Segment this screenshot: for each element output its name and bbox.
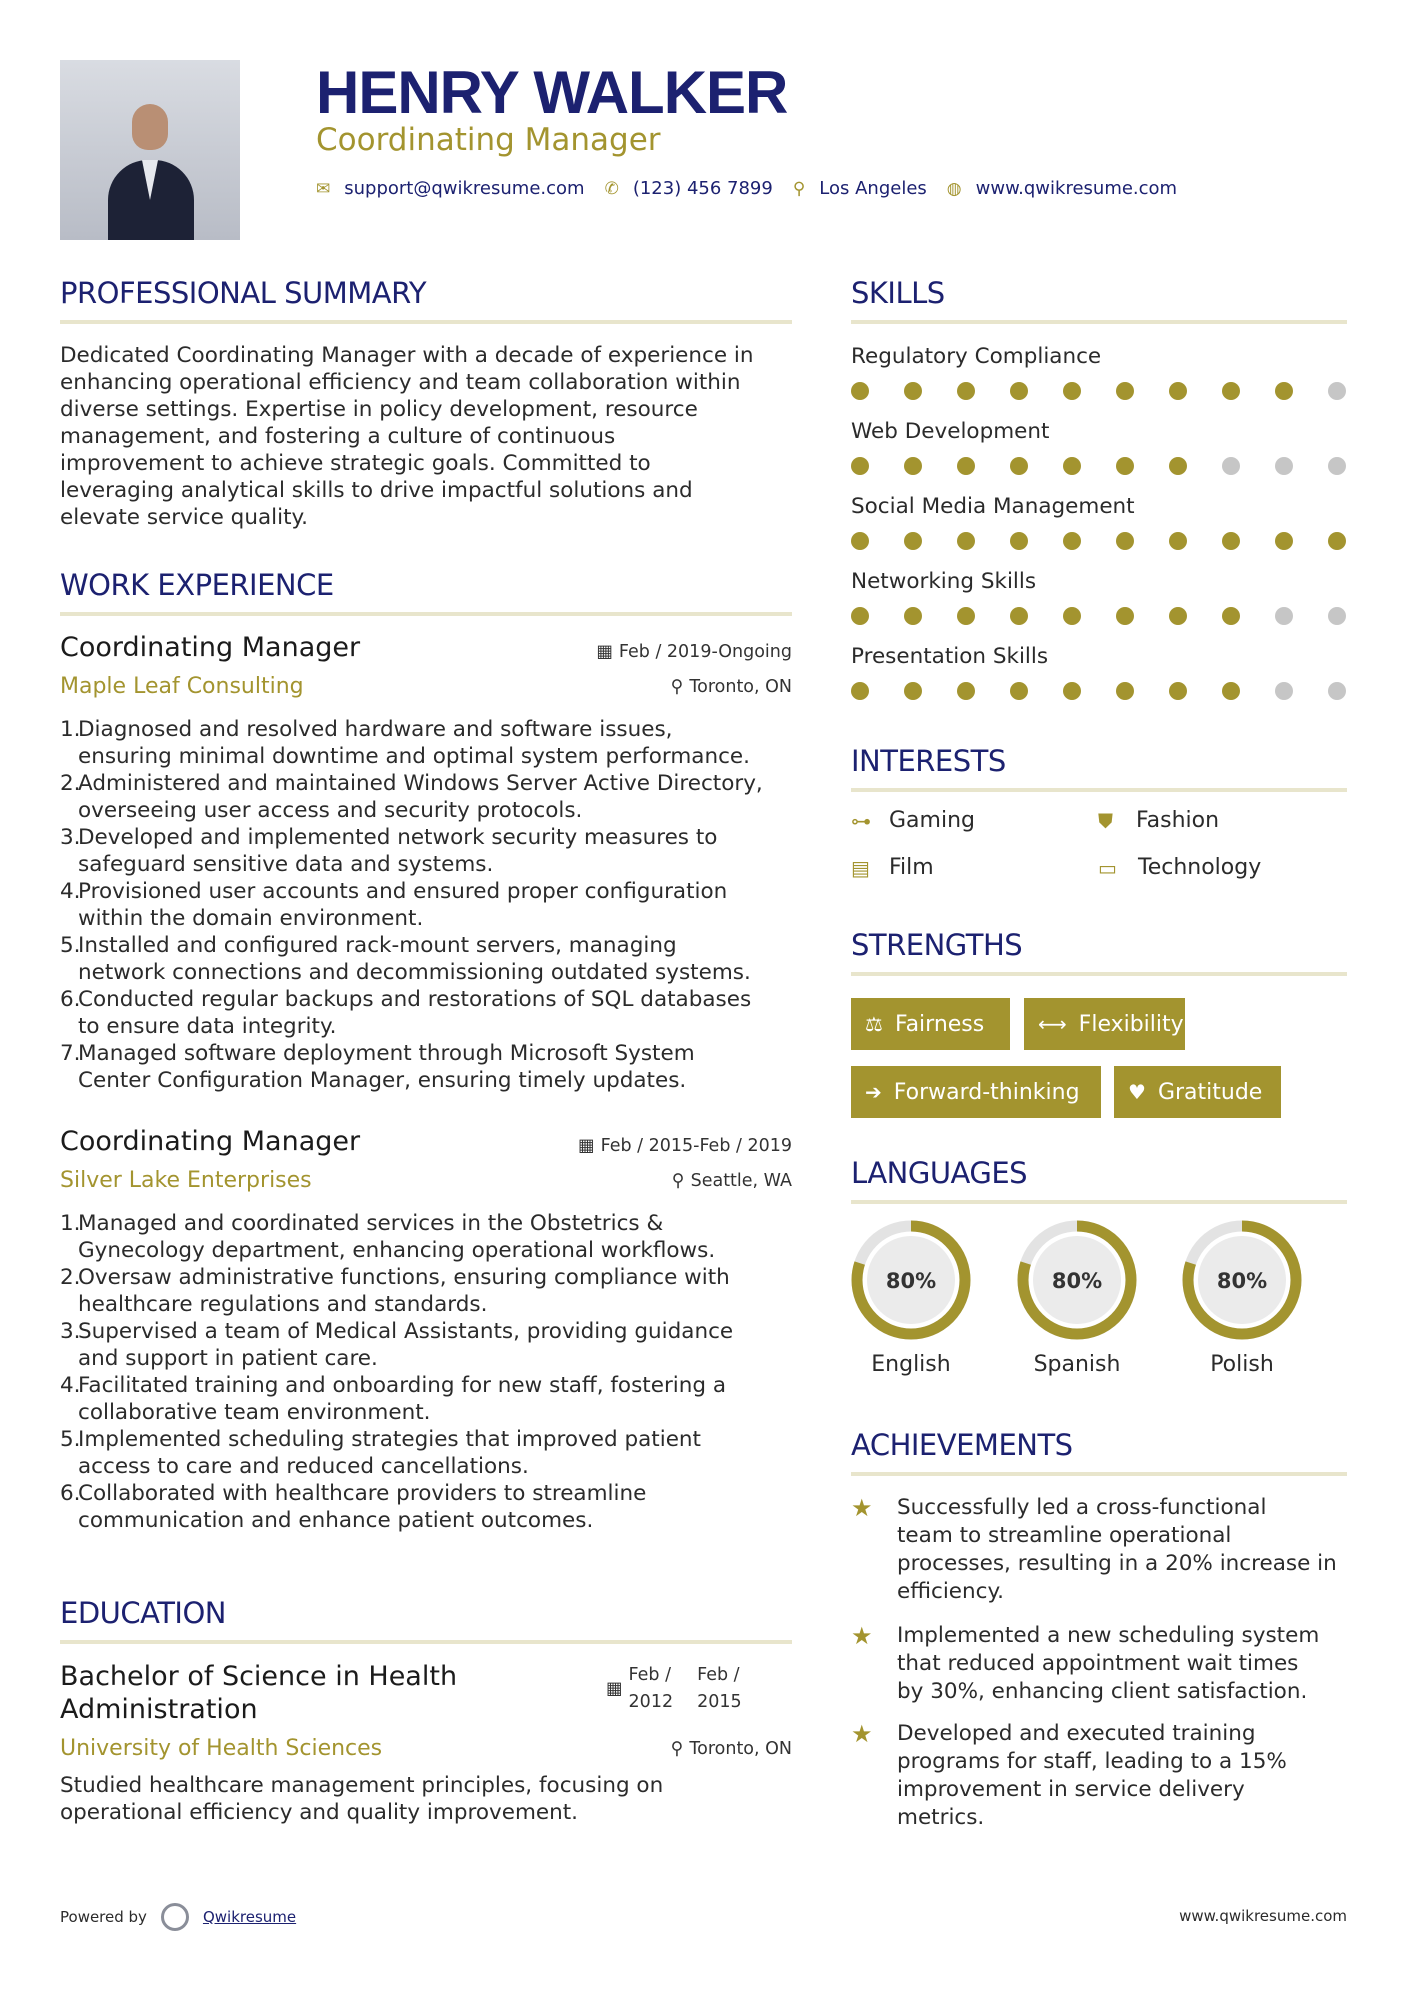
skill-rating — [851, 382, 1346, 400]
arrows-horizontal-icon: ⟷ — [1038, 1012, 1067, 1036]
list-item: 2. Administered and maintained Windows Server Active Directory, overseeing user access and security protocols. — [60, 771, 763, 823]
gamepad-icon: ⊶ — [851, 808, 871, 833]
language-ring — [1180, 1218, 1304, 1342]
section-divider — [60, 320, 792, 324]
skill-dot-filled — [1010, 682, 1028, 700]
achievement-item: ★ Successfully led a cross-functional team to streamline operational processes, resulting in a 20% increase in efficiency. — [851, 1494, 1337, 1604]
skill-dot-filled — [1116, 682, 1134, 700]
pin-icon: ⚲ — [671, 1171, 685, 1191]
job-location: ⚲ Toronto, ON — [670, 677, 792, 697]
list-item: 7. Managed software deployment through Microsoft System Center Configuration Manager, ensuring timely updates. — [60, 1041, 695, 1093]
skill-dot-filled — [851, 682, 869, 700]
skill-dot-filled — [904, 682, 922, 700]
language-percent: 80% — [1216, 1269, 1268, 1293]
skill-dot-filled — [957, 532, 975, 550]
skill-dot-filled — [957, 682, 975, 700]
candidate-name: HENRY WALKER — [316, 59, 788, 126]
skill-dot-empty — [1275, 682, 1293, 700]
skill-dot-empty — [1328, 382, 1346, 400]
job-title: Coordinating Manager — [60, 632, 361, 663]
skill-dot-empty — [1275, 607, 1293, 625]
star-icon: ★ — [851, 1720, 873, 1748]
balance-scale-icon: ⚖ — [865, 1012, 883, 1036]
job-company: Maple Leaf Consulting — [60, 674, 304, 699]
skill-dot-filled — [1222, 532, 1240, 550]
skill-dot-empty — [1328, 457, 1346, 475]
achievement-item: ★ Implemented a new scheduling system that reduced appointment wait times by 30%, enhancing client satisfaction. — [851, 1622, 1320, 1704]
globe-icon: ◍ — [946, 178, 962, 199]
interest-item: ▭ Technology — [1098, 855, 1262, 880]
qwikresume-logo-icon — [161, 1903, 189, 1931]
job-responsibilities — [60, 716, 763, 1094]
arrow-right-icon: ➔ — [865, 1080, 882, 1104]
skill-dot-filled — [1116, 457, 1134, 475]
skill-dot-filled — [1116, 607, 1134, 625]
summary-text: Dedicated Coordinating Manager with a decade of experience in enhancing operational efficiency and team collaboration within diverse settings. Expertise in policy development, resource management, and fostering a culture of continuous improvement to achieve strategic goals. Committed to leveraging analytical skills to drive impactful solutions and elevate service quality. — [60, 343, 754, 530]
powered-by-label: Powered by — [60, 1908, 147, 1926]
skill-dot-filled — [1275, 532, 1293, 550]
skill-rating — [851, 457, 1346, 475]
language-item — [1015, 1218, 1139, 1377]
section-divider — [851, 788, 1347, 792]
section-divider — [851, 1472, 1347, 1476]
section-heading-experience: WORK EXPERIENCE — [60, 568, 334, 602]
school-name: University of Health Sciences — [60, 1736, 383, 1761]
section-divider — [851, 320, 1347, 324]
calendar-icon: ▦ — [606, 1679, 623, 1699]
strength-badge: ♥ Gratitude — [1114, 1066, 1281, 1118]
star-icon: ★ — [851, 1622, 873, 1650]
skill-dot-filled — [1063, 607, 1081, 625]
interest-item: ▤ Film — [851, 855, 934, 880]
language-item — [1180, 1218, 1304, 1377]
pin-icon: ⚲ — [670, 677, 684, 697]
language-name: Spanish — [1033, 1352, 1121, 1377]
contact-location: Los Angeles — [819, 178, 927, 199]
skill-dot-empty — [1328, 682, 1346, 700]
envelope-icon: ✉ — [316, 178, 331, 199]
skill-dot-filled — [1169, 682, 1187, 700]
skill-dot-filled — [957, 382, 975, 400]
skill-dot-filled — [851, 457, 869, 475]
job-dates: ▦ Feb / 2019-Ongoing — [596, 642, 792, 662]
section-heading-languages: LANGUAGES — [851, 1156, 1028, 1190]
skill-name: Social Media Management — [851, 494, 1135, 519]
skill-name: Presentation Skills — [851, 644, 1049, 669]
skill-dot-filled — [851, 382, 869, 400]
section-heading-achievements: ACHIEVEMENTS — [851, 1428, 1073, 1462]
job-responsibilities — [60, 1210, 733, 1534]
skill-dot-empty — [1328, 607, 1346, 625]
skill-dot-filled — [1328, 532, 1346, 550]
skill-dot-filled — [1169, 607, 1187, 625]
contact-email[interactable]: support@qwikresume.com — [344, 178, 585, 199]
skill-dot-empty — [1222, 457, 1240, 475]
section-heading-interests: INTERESTS — [851, 744, 1006, 778]
job-title: Coordinating Manager — [60, 1126, 361, 1157]
skill-dot-filled — [1222, 607, 1240, 625]
skill-dot-filled — [1275, 382, 1293, 400]
skill-dot-filled — [1222, 382, 1240, 400]
skill-dot-filled — [1010, 532, 1028, 550]
language-ring — [1015, 1218, 1139, 1342]
skill-dot-filled — [1010, 607, 1028, 625]
skill-dot-filled — [904, 457, 922, 475]
list-item: 4. Provisioned user accounts and ensured proper configuration within the domain environment. — [60, 879, 728, 931]
strength-badge: ⟷ Flexibility — [1024, 998, 1185, 1050]
contact-bar — [316, 178, 1197, 199]
shopping-bag-icon: ⛊ — [1098, 808, 1113, 833]
pin-icon: ⚲ — [670, 1739, 684, 1759]
interest-item: ⛊ Fashion — [1098, 808, 1220, 833]
section-heading-summary: PROFESSIONAL SUMMARY — [60, 276, 427, 310]
skill-dot-filled — [1169, 382, 1187, 400]
heart-icon: ♥ — [1128, 1080, 1146, 1104]
skill-dot-filled — [851, 607, 869, 625]
language-name: English — [871, 1352, 951, 1377]
section-heading-strengths: STRENGTHS — [851, 928, 1023, 962]
calendar-icon: ▦ — [596, 642, 613, 662]
section-divider — [60, 612, 792, 616]
skill-dot-filled — [1010, 382, 1028, 400]
footer-powered-by — [60, 1903, 296, 1931]
skill-dot-filled — [1063, 682, 1081, 700]
section-heading-skills: SKILLS — [851, 276, 945, 310]
language-item — [849, 1218, 973, 1377]
section-divider — [851, 972, 1347, 976]
skill-dot-filled — [1222, 682, 1240, 700]
job-location: ⚲ Seattle, WA — [671, 1171, 792, 1191]
job-dates: ▦ Feb / 2015-Feb / 2019 — [578, 1136, 792, 1156]
skill-name: Regulatory Compliance — [851, 344, 1102, 369]
skill-dot-filled — [904, 532, 922, 550]
interest-item: ⊶ Gaming — [851, 808, 975, 833]
skill-dot-filled — [1010, 457, 1028, 475]
phone-icon: ✆ — [604, 178, 619, 199]
calendar-icon: ▦ — [578, 1136, 595, 1156]
contact-phone[interactable]: (123) 456 7899 — [632, 178, 773, 199]
profile-photo — [60, 60, 240, 240]
language-percent: 80% — [1051, 1269, 1103, 1293]
education-location: ⚲ Toronto, ON — [670, 1739, 792, 1759]
laptop-icon: ▭ — [1098, 855, 1117, 880]
skill-dot-filled — [904, 607, 922, 625]
job-company: Silver Lake Enterprises — [60, 1168, 312, 1193]
footer-url[interactable]: www.qwikresume.com — [1179, 1907, 1347, 1925]
list-item: 1. Diagnosed and resolved hardware and software issues, ensuring minimal downtime and optimal system performance. — [60, 717, 750, 769]
film-icon: ▤ — [851, 855, 870, 880]
education-description: Studied healthcare management principles, focusing on operational efficiency and quality improvement. — [60, 1773, 664, 1825]
star-icon: ★ — [851, 1494, 873, 1522]
map-marker-icon: ⚲ — [792, 178, 806, 199]
candidate-title: Coordinating Manager — [316, 122, 661, 158]
skill-dot-empty — [1275, 457, 1293, 475]
skill-dot-filled — [1169, 457, 1187, 475]
skill-dot-filled — [1063, 457, 1081, 475]
skill-rating — [851, 682, 1346, 700]
skill-dot-filled — [1116, 382, 1134, 400]
skill-dot-filled — [957, 607, 975, 625]
skill-name: Networking Skills — [851, 569, 1037, 594]
degree-title: Bachelor of Science in Health Administration — [60, 1661, 458, 1725]
language-ring — [849, 1218, 973, 1342]
skill-rating — [851, 532, 1346, 550]
skill-dot-filled — [1116, 532, 1134, 550]
list-item: 5. Installed and configured rack-mount servers, managing network connections and decommissioning outdated systems. — [60, 933, 751, 985]
language-name: Polish — [1210, 1352, 1274, 1377]
skill-rating — [851, 607, 1346, 625]
strength-badge: ⚖ Fairness — [851, 998, 1010, 1050]
skill-dot-filled — [1063, 382, 1081, 400]
achievement-item: ★ Developed and executed training programs for staff, leading to a 15% improvement in service delivery metrics. — [851, 1720, 1287, 1830]
education-dates: ▦ Feb / 2012 Feb / 2015 — [606, 1662, 742, 1716]
language-percent: 80% — [885, 1269, 937, 1293]
list-item: 1. Managed and coordinated services in the Obstetrics & Gynecology department, enhancing operational workflows. — [60, 1211, 716, 1263]
list-item: 5. Implemented scheduling strategies that improved patient access to care and reduced cancellations. — [60, 1427, 701, 1479]
list-item: 4. Facilitated training and onboarding for new staff, fostering a collaborative team environment. — [60, 1373, 727, 1425]
skill-dot-filled — [1063, 532, 1081, 550]
skill-dot-filled — [957, 457, 975, 475]
qwikresume-link[interactable]: Qwikresume — [202, 1908, 297, 1926]
list-item: 6. Conducted regular backups and restorations of SQL databases to ensure data integrity. — [60, 987, 752, 1039]
skill-dot-filled — [904, 382, 922, 400]
skill-dot-filled — [1169, 532, 1187, 550]
contact-website[interactable]: www.qwikresume.com — [975, 178, 1178, 199]
section-heading-education: EDUCATION — [60, 1596, 227, 1630]
list-item: 6. Collaborated with healthcare providers to streamline communication and enhance patient outcomes. — [60, 1481, 647, 1533]
list-item: 3. Supervised a team of Medical Assistants, providing guidance and support in patient care. — [60, 1319, 734, 1371]
skill-name: Web Development — [851, 419, 1050, 444]
skill-dot-filled — [851, 532, 869, 550]
strength-badge: ➔ Forward-thinking — [851, 1066, 1101, 1118]
list-item: 2. Oversaw administrative functions, ensuring compliance with healthcare regulations and standards. — [60, 1265, 730, 1317]
section-divider — [60, 1640, 792, 1644]
section-divider — [851, 1200, 1347, 1204]
list-item: 3. Developed and implemented network security measures to safeguard sensitive data and systems. — [60, 825, 718, 877]
